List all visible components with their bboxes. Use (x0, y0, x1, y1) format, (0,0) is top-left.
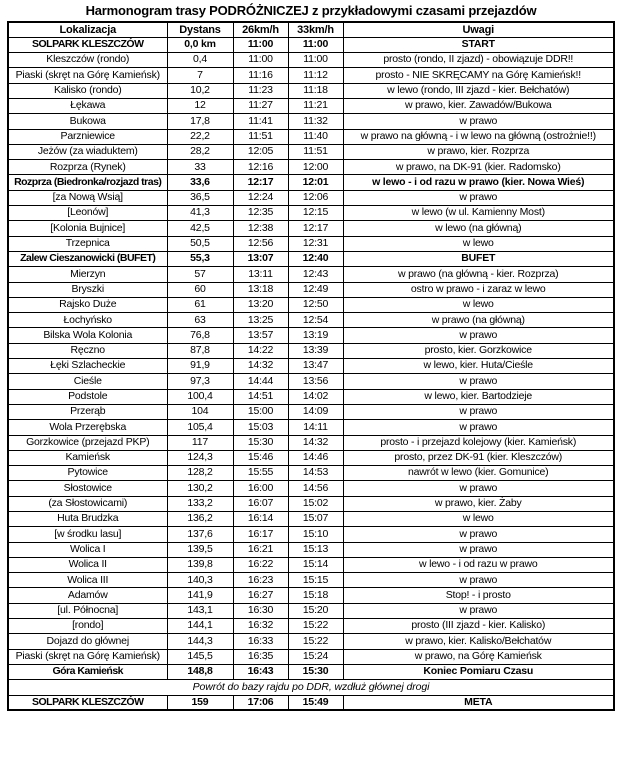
column-header-26kmh: 26km/h (233, 22, 288, 37)
cell-lokalizacja: Rajsko Duże (8, 297, 167, 312)
cell-dystans: 144,1 (167, 619, 233, 634)
cell-dystans: 91,9 (167, 359, 233, 374)
route-row (8, 512, 614, 527)
cell-time-33kmh: 15:07 (288, 512, 343, 527)
route-row (8, 251, 614, 266)
cell-uwagi: w prawo, kier. Kalisko/Bełchatów (343, 634, 614, 649)
cell-time-33kmh: 14:02 (288, 389, 343, 404)
route-row (8, 649, 614, 664)
cell-time-26kmh: 14:22 (233, 343, 288, 358)
cell-uwagi: w lewo (343, 236, 614, 251)
column-header-dystans: Dystans (167, 22, 233, 37)
cell-time-26kmh: 12:16 (233, 160, 288, 175)
cell-dystans: 124,3 (167, 450, 233, 465)
cell-time-26kmh: 16:07 (233, 496, 288, 511)
cell-lokalizacja: [ul. Północna] (8, 603, 167, 618)
cell-dystans: 100,4 (167, 389, 233, 404)
cell-dystans: 105,4 (167, 420, 233, 435)
cell-time-33kmh: 11:00 (288, 53, 343, 68)
cell-lokalizacja: Gorzkowice (przejazd PKP) (8, 435, 167, 450)
cell-lokalizacja: Podstole (8, 389, 167, 404)
route-row (8, 374, 614, 389)
document-title: Harmonogram trasy PODRÓŻNICZEJ z przykładowymi czasami przejazdów (85, 3, 537, 18)
route-row (8, 221, 614, 236)
cell-dystans: 143,1 (167, 603, 233, 618)
cell-uwagi: w prawo, kier. Zawadów/Bukowa (343, 98, 614, 113)
cell-time-33kmh: 12:50 (288, 297, 343, 312)
schedule-table-body (8, 37, 614, 710)
cell-time-26kmh: 13:18 (233, 282, 288, 297)
cell-lokalizacja: Kamieńsk (8, 450, 167, 465)
cell-lokalizacja: Cieśle (8, 374, 167, 389)
cell-time-33kmh: 15:49 (288, 695, 343, 710)
cell-uwagi: w lewo - i od razu w prawo (kier. Nowa Wieś) (343, 175, 614, 190)
cell-lokalizacja: Wola Przerębska (8, 420, 167, 435)
cell-time-26kmh: 12:24 (233, 190, 288, 205)
cell-lokalizacja: Kleszczów (rondo) (8, 53, 167, 68)
cell-time-33kmh: 14:56 (288, 481, 343, 496)
cell-time-33kmh: 13:39 (288, 343, 343, 358)
cell-uwagi: nawrót w lewo (kier. Gomunice) (343, 466, 614, 481)
cell-time-33kmh: 12:01 (288, 175, 343, 190)
cell-uwagi: w lewo, kier. Bartodzieje (343, 389, 614, 404)
cell-dystans: 87,8 (167, 343, 233, 358)
cell-lokalizacja: Mierzyn (8, 267, 167, 282)
cell-dystans: 144,3 (167, 634, 233, 649)
cell-time-26kmh: 16:27 (233, 588, 288, 603)
cell-lokalizacja: Piaski (skręt na Górę Kamieńsk) (8, 68, 167, 83)
route-schedule-table (7, 21, 615, 711)
cell-time-33kmh: 11:21 (288, 98, 343, 113)
cell-uwagi: prosto, kier. Gorzkowice (343, 343, 614, 358)
cell-uwagi: prosto - NIE SKRĘCAMY na Górę Kamieńsk!! (343, 68, 614, 83)
cell-lokalizacja: Rozprza (Biedronka/rozjazd tras) (8, 175, 167, 190)
column-header-lokalizacja: Lokalizacja (8, 22, 167, 37)
route-row (8, 236, 614, 251)
cell-dystans: 148,8 (167, 664, 233, 679)
route-row (8, 160, 614, 175)
cell-lokalizacja: Ręczno (8, 343, 167, 358)
return-note-text: Powrót do bazy rajdu po DDR, wzdłuż głównej drogi (8, 680, 614, 695)
cell-uwagi: w lewo (rondo, III zjazd - kier. Bełchatów) (343, 83, 614, 98)
route-row (8, 557, 614, 572)
cell-dystans: 136,2 (167, 512, 233, 527)
cell-lokalizacja: Przerąb (8, 404, 167, 419)
cell-time-33kmh: 15:22 (288, 619, 343, 634)
cell-lokalizacja: Bryszki (8, 282, 167, 297)
route-row (8, 496, 614, 511)
cell-uwagi: w prawo (343, 190, 614, 205)
cell-time-33kmh: 12:31 (288, 236, 343, 251)
cell-dystans: 130,2 (167, 481, 233, 496)
cell-time-33kmh: 15:24 (288, 649, 343, 664)
cell-time-26kmh: 12:38 (233, 221, 288, 236)
cell-lokalizacja: Trzepnica (8, 236, 167, 251)
route-row (8, 664, 614, 679)
cell-dystans: 139,5 (167, 542, 233, 557)
cell-dystans: 28,2 (167, 144, 233, 159)
cell-lokalizacja: Łochyńsko (8, 313, 167, 328)
cell-dystans: 63 (167, 313, 233, 328)
cell-time-33kmh: 11:00 (288, 37, 343, 52)
route-row (8, 527, 614, 542)
route-row (8, 343, 614, 358)
cell-uwagi: w prawo (343, 328, 614, 343)
column-header-uwagi: Uwagi (343, 22, 614, 37)
cell-lokalizacja: Pytowice (8, 466, 167, 481)
cell-dystans: 117 (167, 435, 233, 450)
cell-time-26kmh: 11:27 (233, 98, 288, 113)
cell-time-26kmh: 16:21 (233, 542, 288, 557)
cell-time-26kmh: 16:00 (233, 481, 288, 496)
cell-uwagi: w lewo (343, 512, 614, 527)
cell-dystans: 33 (167, 160, 233, 175)
cell-uwagi: w prawo (na główną - kier. Rozprza) (343, 267, 614, 282)
cell-uwagi: Stop! - i prosto (343, 588, 614, 603)
cell-lokalizacja: [Leonów] (8, 206, 167, 221)
cell-time-26kmh: 15:46 (233, 450, 288, 465)
cell-lokalizacja: [za Nową Wsią] (8, 190, 167, 205)
cell-dystans: 104 (167, 404, 233, 419)
cell-time-26kmh: 12:35 (233, 206, 288, 221)
cell-lokalizacja: Piaski (skręt na Górę Kamieńsk) (8, 649, 167, 664)
route-row (8, 175, 614, 190)
cell-time-26kmh: 17:06 (233, 695, 288, 710)
cell-uwagi: w prawo, na DK-91 (kier. Radomsko) (343, 160, 614, 175)
route-row (8, 420, 614, 435)
cell-time-33kmh: 12:17 (288, 221, 343, 236)
cell-time-26kmh: 11:41 (233, 114, 288, 129)
cell-uwagi: w lewo - i od razu w prawo (343, 557, 614, 572)
cell-lokalizacja: Huta Brudzka (8, 512, 167, 527)
cell-time-33kmh: 11:32 (288, 114, 343, 129)
cell-time-26kmh: 13:20 (233, 297, 288, 312)
cell-dystans: 36,5 (167, 190, 233, 205)
route-row (8, 389, 614, 404)
cell-dystans: 159 (167, 695, 233, 710)
cell-dystans: 50,5 (167, 236, 233, 251)
cell-lokalizacja: [Kolonia Bujnice] (8, 221, 167, 236)
cell-time-33kmh: 15:18 (288, 588, 343, 603)
route-row (8, 98, 614, 113)
cell-time-26kmh: 11:51 (233, 129, 288, 144)
route-row (8, 695, 614, 710)
route-row (8, 435, 614, 450)
cell-lokalizacja: Wolica I (8, 542, 167, 557)
cell-time-26kmh: 15:55 (233, 466, 288, 481)
cell-dystans: 57 (167, 267, 233, 282)
cell-lokalizacja: Kalisko (rondo) (8, 83, 167, 98)
cell-dystans: 128,2 (167, 466, 233, 481)
route-row (8, 68, 614, 83)
cell-dystans: 41,3 (167, 206, 233, 221)
cell-time-33kmh: 14:11 (288, 420, 343, 435)
route-row (8, 144, 614, 159)
cell-dystans: 60 (167, 282, 233, 297)
route-row (8, 313, 614, 328)
route-row (8, 267, 614, 282)
cell-uwagi: prosto, przez DK-91 (kier. Kleszczów) (343, 450, 614, 465)
cell-dystans: 17,8 (167, 114, 233, 129)
route-row (8, 573, 614, 588)
cell-time-33kmh: 12:06 (288, 190, 343, 205)
cell-time-26kmh: 15:03 (233, 420, 288, 435)
cell-dystans: 12 (167, 98, 233, 113)
route-row (8, 481, 614, 496)
cell-time-33kmh: 12:40 (288, 251, 343, 266)
cell-time-33kmh: 12:54 (288, 313, 343, 328)
cell-uwagi: prosto (III zjazd - kier. Kalisko) (343, 619, 614, 634)
cell-time-26kmh: 16:33 (233, 634, 288, 649)
route-row (8, 359, 614, 374)
cell-dystans: 55,3 (167, 251, 233, 266)
cell-time-26kmh: 11:00 (233, 37, 288, 52)
cell-lokalizacja: Parzniewice (8, 129, 167, 144)
cell-lokalizacja: SOLPARK KLESZCZÓW (8, 695, 167, 710)
cell-time-33kmh: 15:14 (288, 557, 343, 572)
cell-lokalizacja: Wolica III (8, 573, 167, 588)
cell-time-26kmh: 13:11 (233, 267, 288, 282)
cell-time-26kmh: 13:07 (233, 251, 288, 266)
cell-lokalizacja: (za Słostowicami) (8, 496, 167, 511)
route-row (8, 542, 614, 557)
route-row (8, 603, 614, 618)
route-row (8, 466, 614, 481)
cell-time-26kmh: 16:43 (233, 664, 288, 679)
cell-lokalizacja: Łęki Szlacheckie (8, 359, 167, 374)
cell-time-33kmh: 14:09 (288, 404, 343, 419)
cell-time-33kmh: 15:13 (288, 542, 343, 557)
cell-time-26kmh: 11:16 (233, 68, 288, 83)
cell-uwagi: w lewo (343, 297, 614, 312)
cell-uwagi: w prawo (343, 527, 614, 542)
cell-time-33kmh: 12:00 (288, 160, 343, 175)
cell-lokalizacja: Góra Kamieńsk (8, 664, 167, 679)
cell-time-33kmh: 12:49 (288, 282, 343, 297)
cell-dystans: 137,6 (167, 527, 233, 542)
cell-time-26kmh: 11:23 (233, 83, 288, 98)
cell-uwagi: w prawo, na Górę Kamieńsk (343, 649, 614, 664)
cell-time-26kmh: 16:22 (233, 557, 288, 572)
cell-uwagi: prosto - i przejazd kolejowy (kier. Kamieńsk) (343, 435, 614, 450)
cell-time-26kmh: 16:23 (233, 573, 288, 588)
cell-time-26kmh: 16:35 (233, 649, 288, 664)
cell-dystans: 7 (167, 68, 233, 83)
cell-uwagi: w prawo na główną - i w lewo na główną (ostrożnie!!) (343, 129, 614, 144)
route-row (8, 83, 614, 98)
route-row (8, 129, 614, 144)
cell-time-33kmh: 11:18 (288, 83, 343, 98)
cell-time-33kmh: 13:47 (288, 359, 343, 374)
cell-uwagi: BUFET (343, 251, 614, 266)
cell-time-33kmh: 15:10 (288, 527, 343, 542)
cell-lokalizacja: Bilska Wola Kolonia (8, 328, 167, 343)
cell-time-33kmh: 15:20 (288, 603, 343, 618)
route-row (8, 53, 614, 68)
return-note-row (8, 680, 614, 695)
cell-time-33kmh: 14:46 (288, 450, 343, 465)
header-row (8, 22, 614, 37)
cell-dystans: 22,2 (167, 129, 233, 144)
cell-dystans: 145,5 (167, 649, 233, 664)
cell-dystans: 139,8 (167, 557, 233, 572)
cell-time-26kmh: 12:56 (233, 236, 288, 251)
cell-dystans: 0,0 km (167, 37, 233, 52)
cell-time-26kmh: 15:00 (233, 404, 288, 419)
cell-uwagi: w prawo (343, 481, 614, 496)
cell-time-33kmh: 13:19 (288, 328, 343, 343)
cell-lokalizacja: Łękawa (8, 98, 167, 113)
cell-dystans: 140,3 (167, 573, 233, 588)
cell-dystans: 97,3 (167, 374, 233, 389)
cell-uwagi: w prawo (na główną) (343, 313, 614, 328)
cell-lokalizacja: Zalew Cieszanowicki (BUFET) (8, 251, 167, 266)
cell-time-33kmh: 14:32 (288, 435, 343, 450)
column-header-33kmh: 33km/h (288, 22, 343, 37)
cell-time-33kmh: 12:15 (288, 206, 343, 221)
cell-uwagi: ostro w prawo - i zaraz w lewo (343, 282, 614, 297)
cell-uwagi: w prawo (343, 573, 614, 588)
cell-dystans: 61 (167, 297, 233, 312)
cell-uwagi: w prawo (343, 420, 614, 435)
cell-uwagi: w prawo (343, 404, 614, 419)
cell-uwagi: META (343, 695, 614, 710)
route-row (8, 634, 614, 649)
cell-time-26kmh: 12:17 (233, 175, 288, 190)
cell-lokalizacja: SOLPARK KLESZCZÓW (8, 37, 167, 52)
route-row (8, 282, 614, 297)
route-row (8, 588, 614, 603)
cell-lokalizacja: Bukowa (8, 114, 167, 129)
cell-time-26kmh: 14:44 (233, 374, 288, 389)
cell-uwagi: Koniec Pomiaru Czasu (343, 664, 614, 679)
cell-time-26kmh: 14:32 (233, 359, 288, 374)
cell-lokalizacja: Adamów (8, 588, 167, 603)
cell-time-33kmh: 13:56 (288, 374, 343, 389)
cell-dystans: 10,2 (167, 83, 233, 98)
route-row (8, 297, 614, 312)
cell-time-33kmh: 11:40 (288, 129, 343, 144)
cell-dystans: 42,5 (167, 221, 233, 236)
cell-time-26kmh: 15:30 (233, 435, 288, 450)
cell-lokalizacja: Rozprza (Rynek) (8, 160, 167, 175)
cell-uwagi: w prawo (343, 542, 614, 557)
cell-time-26kmh: 13:57 (233, 328, 288, 343)
cell-uwagi: w lewo (w ul. Kamienny Most) (343, 206, 614, 221)
cell-dystans: 0,4 (167, 53, 233, 68)
route-row (8, 328, 614, 343)
cell-uwagi: w prawo, kier. Żaby (343, 496, 614, 511)
cell-lokalizacja: Słostowice (8, 481, 167, 496)
cell-lokalizacja: Jeżów (za wiaduktem) (8, 144, 167, 159)
route-row (8, 114, 614, 129)
cell-uwagi: w lewo, kier. Huta/Cieśle (343, 359, 614, 374)
cell-uwagi: w prawo (343, 603, 614, 618)
cell-time-33kmh: 12:43 (288, 267, 343, 282)
cell-time-26kmh: 12:05 (233, 144, 288, 159)
cell-dystans: 133,2 (167, 496, 233, 511)
route-row (8, 404, 614, 419)
cell-uwagi: w prawo, kier. Rozprza (343, 144, 614, 159)
cell-time-26kmh: 11:00 (233, 53, 288, 68)
cell-time-26kmh: 16:30 (233, 603, 288, 618)
cell-time-26kmh: 16:14 (233, 512, 288, 527)
cell-time-26kmh: 16:17 (233, 527, 288, 542)
cell-uwagi: w lewo (na główną) (343, 221, 614, 236)
cell-time-26kmh: 14:51 (233, 389, 288, 404)
cell-lokalizacja: Dojazd do głównej (8, 634, 167, 649)
cell-uwagi: w prawo (343, 374, 614, 389)
cell-lokalizacja: [rondo] (8, 619, 167, 634)
cell-lokalizacja: [w środku lasu] (8, 527, 167, 542)
route-row (8, 37, 614, 52)
route-row (8, 206, 614, 221)
route-row (8, 619, 614, 634)
cell-time-33kmh: 15:02 (288, 496, 343, 511)
cell-time-33kmh: 15:22 (288, 634, 343, 649)
cell-uwagi: w prawo (343, 114, 614, 129)
cell-time-26kmh: 13:25 (233, 313, 288, 328)
cell-dystans: 141,9 (167, 588, 233, 603)
cell-time-33kmh: 11:12 (288, 68, 343, 83)
route-row (8, 190, 614, 205)
route-row (8, 450, 614, 465)
cell-time-33kmh: 14:53 (288, 466, 343, 481)
cell-time-26kmh: 16:32 (233, 619, 288, 634)
cell-time-33kmh: 15:30 (288, 664, 343, 679)
cell-time-33kmh: 11:51 (288, 144, 343, 159)
cell-uwagi: START (343, 37, 614, 52)
cell-dystans: 33,6 (167, 175, 233, 190)
cell-time-33kmh: 15:15 (288, 573, 343, 588)
cell-dystans: 76,8 (167, 328, 233, 343)
cell-lokalizacja: Wolica II (8, 557, 167, 572)
cell-uwagi: prosto (rondo, II zjazd) - obowiązuje DDR!! (343, 53, 614, 68)
